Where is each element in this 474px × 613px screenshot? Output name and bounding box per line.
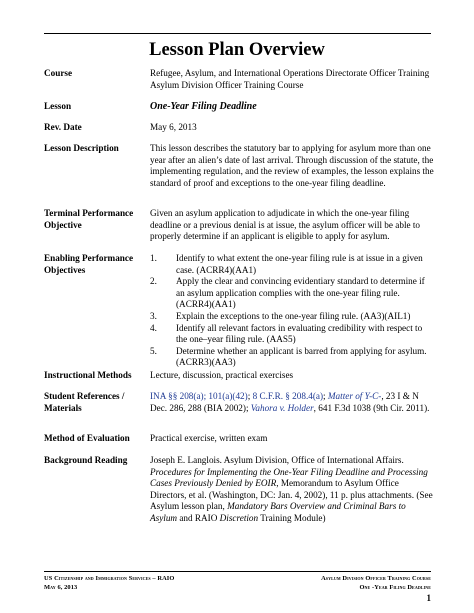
footer-date: May 6, 2013 [44, 584, 78, 591]
label-references-line-1: Student References / [44, 391, 125, 401]
top-rule [44, 33, 431, 34]
objective-text: Determine whether an applicant is barred from applying for asylum. (ACRR3)(AA3) [176, 345, 427, 368]
value-background-reading [150, 455, 434, 525]
label-instructional-methods: Instructional Methods [44, 370, 132, 380]
matter-of-yc-link[interactable]: Matter of Y-C- [327, 391, 382, 401]
case1-citation: , 23 I & N Dec. 286, 288 (BIA 2002); [150, 391, 419, 413]
bg-memo: , Memorandum to Asylum Office Directors, et al. (Washington, DC: Jan. 4, 2002), 11 p. plus attachments. (See Asylum lesson plan, [150, 478, 433, 512]
objective-item [150, 346, 434, 369]
page-title: Lesson Plan Overview [149, 40, 325, 60]
footer-left [44, 574, 174, 592]
objective-item [150, 323, 434, 346]
value-description: This lesson describes the statutory bar to applying for asylum more than one year after an alien’s date of last arrival. Through discussion of the statute, the implementing regulation, and the review of examples, the lesson explains the standard of proof and exceptions to the one-year filing deadline. [150, 143, 434, 188]
label-references-line-2: Materials [44, 402, 82, 413]
footer-right [321, 574, 431, 592]
value-terminal-objective: Given an asylum application to adjudicate in which the one-year filing deadline or a previous denial is at issue, the asylum officer will be able to properly determine if an applicant is eligible to apply for asylum. [150, 208, 421, 242]
course-line-1: Refugee, Asylum, and International Operations Directorate Officer Training [150, 68, 430, 78]
value-course [150, 68, 434, 91]
footer-lesson: One -Year Filing Deadline [359, 584, 431, 591]
ref-separator: ; [247, 391, 253, 401]
objectives-list [150, 253, 434, 369]
objective-text: Identify all relevant factors in evaluating credibility with respect to the one–year filing rule. (AAS5) [176, 322, 423, 345]
value-student-references [150, 391, 434, 414]
value-lesson: One-Year Filing Deadline [150, 101, 257, 112]
label-description: Lesson Description [44, 143, 119, 153]
objective-number: 1. [150, 253, 157, 263]
objective-text: Explain the exceptions to the one-year filing rule. (AA3)(AIL1) [176, 310, 411, 321]
label-enabling-objectives [44, 253, 144, 276]
page-number: 1 [426, 593, 431, 603]
label-lesson: Lesson [44, 101, 72, 111]
cfr-link[interactable]: 8 C.F.R. § 208.4(a) [252, 391, 324, 401]
footer-agency: US Citizenship and Immigration Services – RAIO [44, 575, 175, 582]
objective-item [150, 253, 434, 276]
label-enabling-line-1: Enabling Performance [44, 253, 134, 263]
bg-discretion: Discretion [219, 512, 259, 523]
bg-title: Procedures for Implementing the One-Year Filing Deadline and Processing Cases Previously Denied by EOIR [150, 466, 428, 489]
label-enabling-line-2: Objectives [44, 264, 86, 275]
objective-number: 2. [150, 276, 157, 287]
footer-rule [44, 571, 431, 572]
label-student-references [44, 391, 144, 414]
label-terminal-line-1: Terminal Performance [44, 208, 134, 218]
bg-and-raio: and RAIO [177, 512, 220, 523]
objective-number: 5. [150, 345, 157, 356]
objective-text: Identify to what extent the one-year filing rule is at issue in a given case. (ACRR4)(AA1) [176, 253, 423, 275]
vahora-v-holder-link[interactable]: Vahora v. Holder [250, 402, 314, 413]
label-terminal-line-2: Objective [44, 219, 82, 230]
value-instructional-methods: Lecture, discussion, practical exercises [150, 370, 294, 380]
ref-separator: ; [323, 391, 328, 401]
label-rev-date: Rev. Date [44, 122, 82, 132]
case2-citation: , 641 F.3d 1038 (9th Cir. 2011). [313, 402, 430, 413]
objective-item [150, 276, 434, 311]
bg-author: Joseph E. Langlois. Asylum Division, Office of International Affairs. [150, 455, 404, 465]
label-method-of-evaluation: Method of Evaluation [44, 433, 130, 443]
value-method-of-evaluation: Practical exercise, written exam [150, 433, 268, 443]
objective-text: Apply the clear and convincing evidentiary standard to determine if an asylum application complies with the one-year filing rule. (ACRR4)(AA1) [176, 276, 425, 310]
label-course: Course [44, 68, 73, 78]
objective-number: 4. [150, 322, 157, 333]
bg-training-module: Training Module) [258, 512, 326, 523]
objective-item [150, 311, 434, 323]
value-rev-date: May 6, 2013 [150, 122, 197, 132]
label-background-reading: Background Reading [44, 455, 128, 465]
footer-course: Asylum Division Officer Training Course [321, 575, 431, 582]
bg-lesson-plan: Mandatory Bars Overview and Criminal Bars to Asylum [150, 501, 406, 523]
ina-link[interactable]: INA §§ 208(a); 101(a)(42) [150, 391, 248, 401]
course-line-2: Asylum Division Officer Training Course [150, 79, 304, 90]
objective-number: 3. [150, 310, 157, 321]
label-terminal-objective [44, 208, 144, 231]
